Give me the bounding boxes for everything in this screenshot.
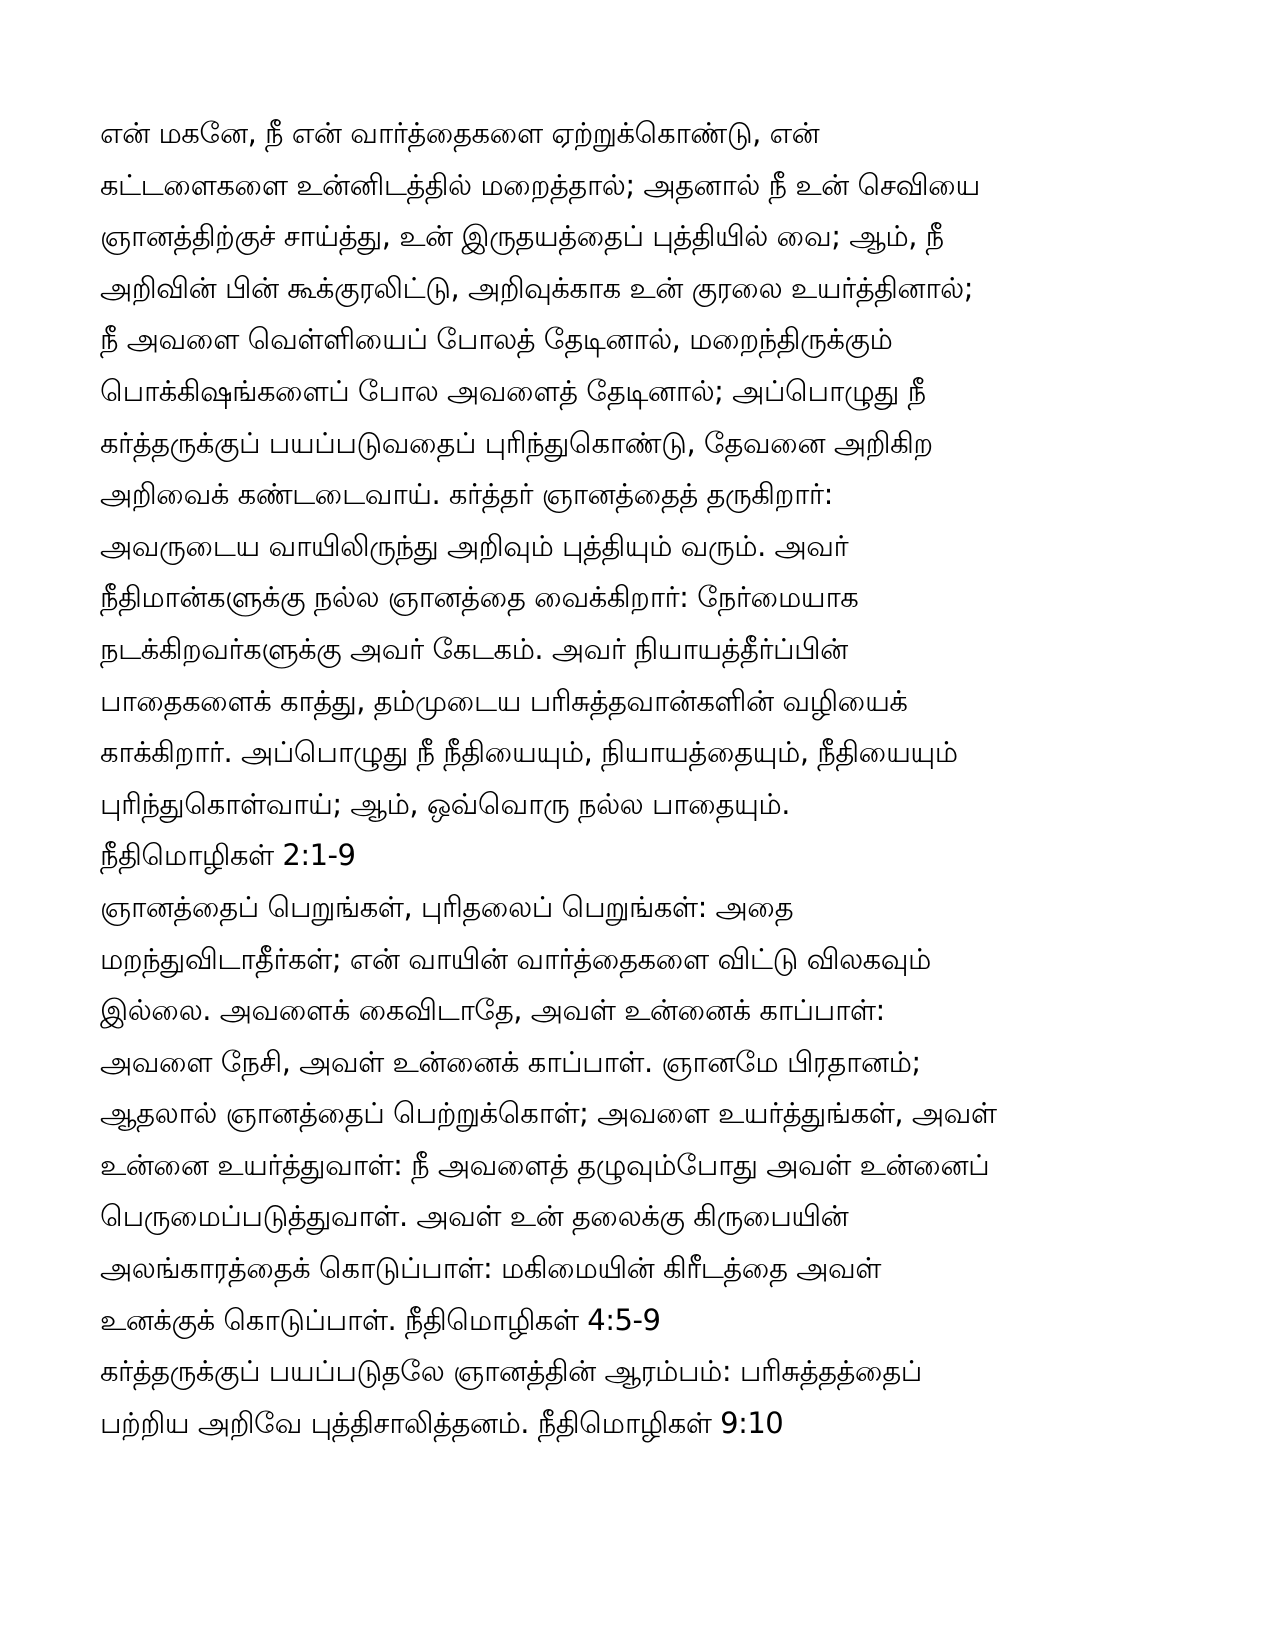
text-line: அலங்காரத்தைக் கொடுப்பாள்: மகிமையின் கிரீடத்தை அவள் [100,1251,881,1286]
text-line: என் மகனே, நீ என் வார்த்தைகளை ஏற்றுக்கொண்டு, என் [100,116,820,150]
text-line: நீ அவளை வெள்ளியைப் போலத் தேடினால், மறைந்திருக்கும் [100,322,893,357]
text-line: உனக்குக் கொடுப்பாள். நீதிமொழிகள் 4:5-9 [100,1302,661,1337]
text-line: கர்த்தருக்குப் பயப்படுதலே ஞானத்தின் ஆரம்பம்: பரிசுத்தத்தைப் [100,1354,922,1389]
text-line: நடக்கிறவர்களுக்கு அவர் கேடகம். அவர் நியாயத்தீர்ப்பின் [100,631,848,666]
text-line: ஞானத்தைப் பெறுங்கள், புரிதலைப் பெறுங்கள்: அதை [100,889,794,924]
document-body [100,108,1180,1449]
text-line: பெருமைப்படுத்துவாள். அவள் உன் தலைக்கு கிருபையின் [100,1199,849,1234]
text-line: ஆதலால் ஞானத்தைப் பெற்றுக்கொள்; அவளை உயர்த்துங்கள், அவள் [100,1096,997,1131]
text-line: நீதிமான்களுக்கு நல்ல ஞானத்தை வைக்கிறார்: நேர்மையாக [100,580,859,615]
text-line: அவளை நேசி, அவள் உன்னைக் காப்பாள். ஞானமே பிரதானம்; [100,1044,921,1079]
text-line: இல்லை. அவளைக் கைவிடாதே, அவள் உன்னைக் காப்பாள்: [100,993,885,1028]
text-line: மறந்துவிடாதீர்கள்; என் வாயின் வார்த்தைகளை விட்டு விலகவும் [100,941,931,976]
text-line: கர்த்தருக்குப் பயப்படுவதைப் புரிந்துகொண்டு, தேவனை அறிகிற [100,425,933,460]
verse-reference: நீதிமொழிகள் 2:1-9 [100,838,356,873]
text-line: பாதைகளைக் காத்து, தம்முடைய பரிசுத்தவான்களின் வழியைக் [100,683,908,718]
text-line: அறிவின் பின் கூக்குரலிட்டு, அறிவுக்காக உன் குரலை உயர்த்தினால்; [100,270,973,305]
text-line: கட்டளைகளை உன்னிடத்தில் மறைத்தால்; அதனால் நீ உன் செவியை [100,167,980,202]
text-line: காக்கிறார். அப்பொழுது நீ நீதியையும், நியாயத்தையும், நீதியையும் [100,735,958,770]
text-line: புரிந்துகொள்வாய்; ஆம், ஒவ்வொரு நல்ல பாதையும். [100,786,790,821]
text-line: அவருடைய வாயிலிருந்து அறிவும் புத்தியும் வரும். அவர் [100,528,849,563]
text-line: உன்னை உயர்த்துவாள்: நீ அவளைத் தழுவும்போது அவள் உன்னைப் [100,1147,990,1182]
text-line: பொக்கிஷங்களைப் போல அவளைத் தேடினால்; அப்பொழுது நீ [100,373,926,408]
text-line: அறிவைக் கண்டடைவாய். கர்த்தர் ஞானத்தைத் தருகிறார்: [100,477,833,512]
text-line: ஞானத்திற்குச் சாய்த்து, உன் இருதயத்தைப் புத்தியில் வை; ஆம், நீ [100,219,944,254]
text-line: பற்றிய அறிவே புத்திசாலித்தனம். நீதிமொழிகள் 9:10 [100,1405,784,1440]
